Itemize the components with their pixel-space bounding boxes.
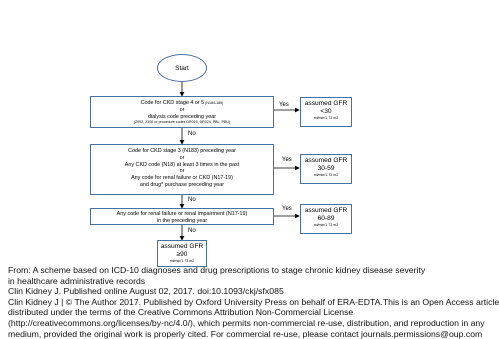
step2-line-5: Any code for renal failure or CKD (N17-19) [131, 175, 233, 181]
step3-line-1: Any code for renal failure or renal impairment (N17-19) [116, 211, 248, 217]
figure-caption [8, 265, 499, 339]
step1-no-label: No [188, 131, 196, 137]
step3-result-value: 60-89 [317, 214, 335, 222]
step1-condition-box [90, 96, 274, 128]
final-result-value: ≥90 [176, 250, 188, 258]
step2-line-1: Code for CKD stage 3 (N183) preceding year [128, 148, 236, 154]
step2-result-value: 30-59 [317, 164, 335, 172]
final-result-title: assumed GFR [160, 243, 204, 250]
step1-yes-label: Yes [279, 102, 289, 108]
caption-line-3: Clin Kidney J. Published online August 02, 2017. doi:10.1093/ckj/sfx085 [8, 286, 284, 297]
step2-yes-label: Yes [282, 157, 292, 163]
start-label: Start [175, 64, 189, 72]
step3-result-box [300, 204, 352, 234]
step1-codes: (Z992, Z492 or procedure codes DR016, DR024, PBL, PBU) [133, 120, 231, 125]
step2-no-label: No [188, 197, 196, 203]
step3-result-unit: ml/min/1.73 m2 [313, 223, 339, 228]
step1-result-title: assumed GFR [304, 100, 348, 107]
step2-line-3: Any CKD code (N18) at least 3 times in the past [124, 161, 240, 168]
step2-condition-box [90, 144, 274, 195]
step2-result-title: assumed GFR [304, 157, 348, 164]
step2-result-unit: ml/min/1.73 m2 [313, 173, 339, 178]
step2-line-2: or [179, 154, 185, 161]
caption-line-7: medium, provided the original work is properly cited. For commercial re-use, please contact journals.permissions@oup.com [8, 328, 483, 339]
caption-line-1: From: A scheme based on ICD-10 diagnoses and drug prescriptions to stage chronic kidney disease severity [8, 265, 426, 275]
final-result-box [157, 240, 207, 267]
step1-line-1: Code for CKD stage 4 or 5 (N184-185) [140, 100, 224, 106]
step1-result-box [300, 97, 352, 127]
step2-line-6: and drug* purchase preceding year [139, 181, 225, 188]
caption-line-4: Clin Kidney J | © The Author 2017. Published by Oxford University Press on behalf of ERA-EDTA.This is an Open Access article [8, 296, 499, 307]
step3-line-2: in the preceding year [156, 217, 208, 224]
step3-result-title: assumed GFR [304, 207, 348, 214]
step1-result-unit: ml/min/1.73 m2 [313, 116, 339, 121]
step3-yes-label: Yes [282, 206, 292, 212]
step1-line-2: or [179, 106, 185, 113]
start-node [157, 54, 207, 82]
final-result-unit: ml/min/1.73 m2 [169, 259, 195, 264]
caption-line-5: distributed under the terms of the Creative Commons Attribution Non-Commercial License [8, 307, 354, 318]
caption-line-2: in healthcare administrative records [8, 275, 146, 286]
step1-result-value: <30 [320, 107, 332, 115]
step2-line-4: or [179, 168, 185, 175]
step2-result-box [300, 154, 352, 184]
step3-condition-box [90, 208, 274, 225]
step3-no-label: No [188, 228, 196, 234]
caption-line-6: (http://creativecommons.org/licenses/by-nc/4.0/), which permits non-commercial re-use, distribution, and reproduction in any [8, 317, 485, 328]
step1-line-3: dialysis code preceding year [147, 113, 217, 120]
